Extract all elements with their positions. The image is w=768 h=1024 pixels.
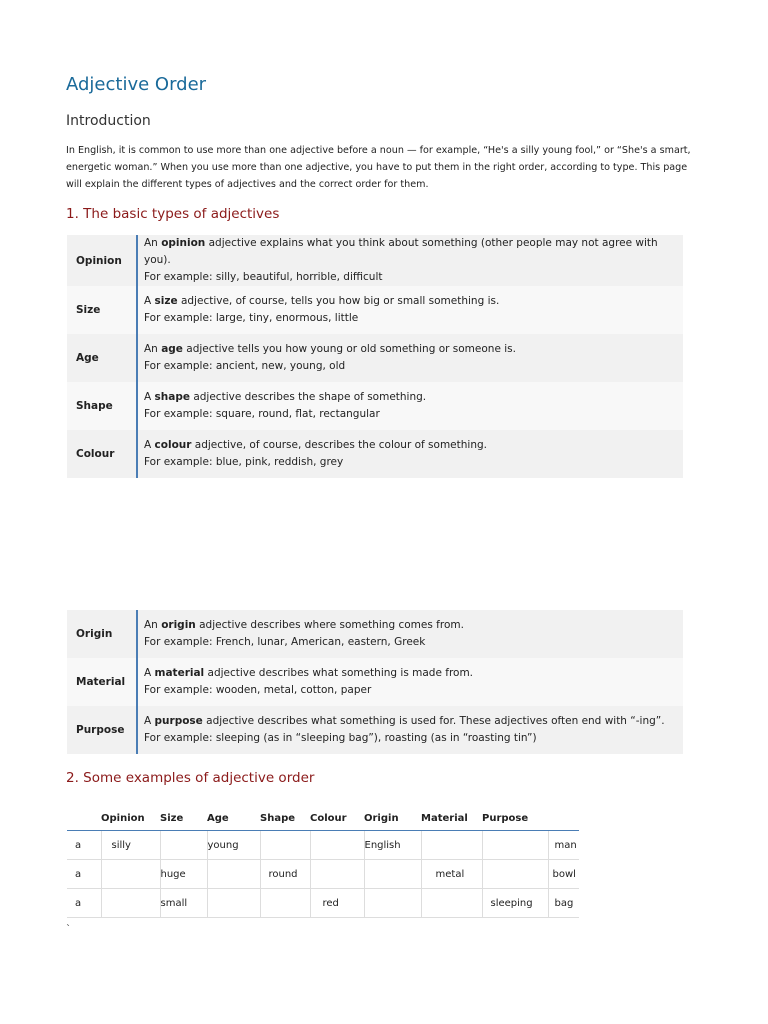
column-header: Origin — [364, 806, 421, 831]
desc-pre: An — [144, 343, 162, 355]
column-header — [67, 806, 101, 831]
table-cell: bag — [548, 889, 579, 918]
desc-post: adjective tells you how young or old something or someone is. — [182, 343, 516, 355]
type-row-shape — [67, 382, 683, 430]
desc-pre: A — [144, 391, 155, 403]
table-cell: silly — [101, 831, 160, 860]
desc-post: adjective describes what something is used for. These adjectives often end with “-ing”. — [202, 715, 665, 727]
intro-paragraph: In English, it is common to use more than one adjective before a noun — for example, “He's a silly young fool,” or “She's a smart, energetic woman.” When you use more than one adjective, you have to put them in the right order, according to type. This page will explain the different types of adjectives and the correct order for them. — [66, 145, 691, 190]
table-cell — [421, 889, 482, 918]
table-cell — [482, 831, 548, 860]
table-cell: small — [160, 889, 207, 918]
column-header: Purpose — [482, 806, 548, 831]
table-cell — [260, 889, 310, 918]
table-cell: a — [67, 860, 101, 889]
stray-backtick: ` — [66, 924, 71, 935]
table-cell: round — [260, 860, 310, 889]
adjective-order-table — [67, 806, 579, 918]
table-cell: a — [67, 889, 101, 918]
type-label: Material — [67, 658, 137, 706]
table-cell — [260, 831, 310, 860]
column-header: Material — [421, 806, 482, 831]
desc-pre: A — [144, 439, 155, 451]
desc-example: For example: wooden, metal, cotton, paper — [144, 684, 372, 696]
adjective-types-table — [67, 235, 683, 478]
desc-pre: A — [144, 295, 155, 307]
type-description — [137, 430, 683, 478]
desc-post: adjective describes the shape of something. — [189, 391, 427, 403]
type-row-origin — [67, 610, 683, 658]
type-description — [137, 286, 683, 334]
table-cell: sleeping — [482, 889, 548, 918]
table-cell — [101, 889, 160, 918]
type-row-colour — [67, 430, 683, 478]
type-row-age — [67, 334, 683, 382]
table-cell — [207, 889, 260, 918]
table-cell — [310, 831, 364, 860]
desc-example: For example: French, lunar, American, eastern, Greek — [144, 636, 426, 648]
table-cell: young — [207, 831, 260, 860]
type-description — [137, 706, 683, 754]
desc-term: shape — [154, 391, 190, 403]
table-cell — [364, 860, 421, 889]
type-row-opinion — [67, 235, 683, 286]
table-cell — [101, 860, 160, 889]
column-header: Size — [160, 806, 207, 831]
type-label: Purpose — [67, 706, 137, 754]
intro-heading: Introduction — [66, 113, 151, 129]
desc-term: age — [161, 343, 183, 355]
table-cell: red — [310, 889, 364, 918]
type-row-material — [67, 658, 683, 706]
type-description — [137, 235, 683, 286]
table-row — [67, 889, 579, 918]
table-cell — [482, 860, 548, 889]
table-cell: English — [364, 831, 421, 860]
table-cell — [421, 831, 482, 860]
table-cell — [364, 889, 421, 918]
desc-term: purpose — [154, 715, 203, 727]
order-table-header — [67, 806, 579, 831]
type-label: Size — [67, 286, 137, 334]
table-row — [67, 860, 579, 889]
desc-pre: A — [144, 667, 155, 679]
table-cell — [310, 860, 364, 889]
section-heading-types: 1. The basic types of adjectives — [66, 206, 280, 222]
column-header: Opinion — [101, 806, 160, 831]
table-cell: huge — [160, 860, 207, 889]
type-row-size — [67, 286, 683, 334]
desc-term: opinion — [161, 237, 206, 249]
type-description — [137, 658, 683, 706]
desc-pre: A — [144, 715, 155, 727]
table-cell: metal — [421, 860, 482, 889]
desc-post: adjective explains what you think about something (other people may not agree with you). — [144, 237, 658, 266]
type-description — [137, 382, 683, 430]
desc-post: adjective, of course, describes the colour of something. — [191, 439, 487, 451]
table-row — [67, 831, 579, 860]
desc-example: For example: sleeping (as in “sleeping bag”), roasting (as in “roasting tin”) — [144, 732, 537, 744]
column-header: Age — [207, 806, 260, 831]
table-cell: man — [548, 831, 579, 860]
type-row-purpose — [67, 706, 683, 754]
desc-post: adjective describes where something comes from. — [195, 619, 464, 631]
desc-example: For example: ancient, new, young, old — [144, 360, 346, 372]
table-cell: a — [67, 831, 101, 860]
desc-term: material — [154, 667, 205, 679]
column-header — [548, 806, 579, 831]
desc-term: colour — [154, 439, 192, 451]
column-header: Shape — [260, 806, 310, 831]
type-label: Age — [67, 334, 137, 382]
type-label: Opinion — [67, 235, 137, 286]
section-heading-examples: 2. Some examples of adjective order — [66, 770, 315, 786]
desc-pre: An — [144, 237, 162, 249]
table-cell — [207, 860, 260, 889]
desc-term: size — [154, 295, 178, 307]
column-header: Colour — [310, 806, 364, 831]
adjective-types-table-continued — [67, 610, 683, 754]
type-label: Colour — [67, 430, 137, 478]
type-description — [137, 334, 683, 382]
desc-post: adjective describes what something is made from. — [204, 667, 474, 679]
desc-example: For example: silly, beautiful, horrible, difficult — [144, 271, 383, 283]
desc-example: For example: large, tiny, enormous, little — [144, 312, 359, 324]
type-description — [137, 610, 683, 658]
type-label: Shape — [67, 382, 137, 430]
desc-term: origin — [161, 619, 196, 631]
page-title: Adjective Order — [66, 74, 207, 95]
desc-example: For example: square, round, flat, rectangular — [144, 408, 380, 420]
table-cell: bowl — [548, 860, 579, 889]
table-cell — [160, 831, 207, 860]
desc-pre: An — [144, 619, 162, 631]
type-label: Origin — [67, 610, 137, 658]
desc-example: For example: blue, pink, reddish, grey — [144, 456, 344, 468]
desc-post: adjective, of course, tells you how big or small something is. — [177, 295, 500, 307]
